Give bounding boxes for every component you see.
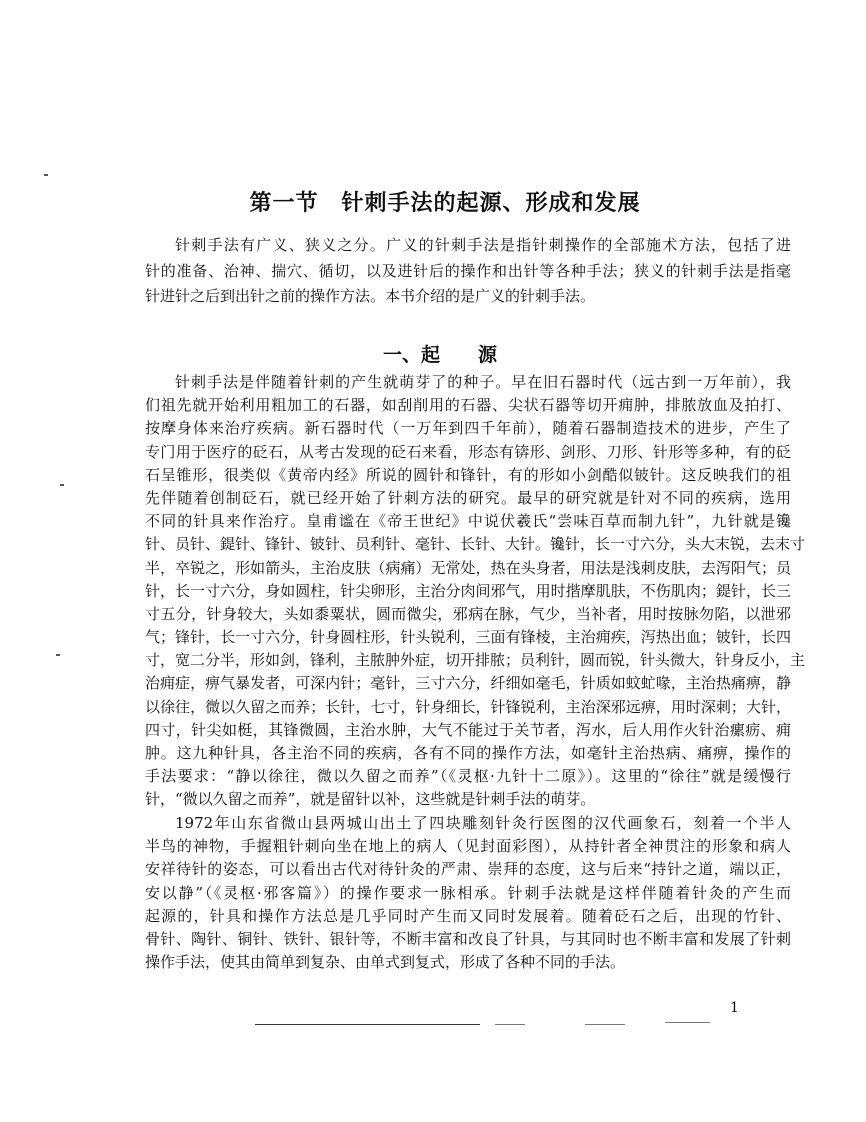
text-line: 针刺手法有广义、狭义之分。广义的针刺手法是指针刺操作的全部施术方法，包括了进 bbox=[175, 236, 791, 254]
text-line: 针，“微以久留之而养”，就是留针以补，这些就是针刺手法的萌芽。 bbox=[145, 790, 596, 809]
text-line: 骨针、陶针、铜针、铁针、银针等，不断丰富和改良了针具，与其同时也不断丰富和发展了针刺 bbox=[145, 929, 791, 948]
text-line: 针进针之后到出针之前的操作方法。本书介绍的是广义的针刺手法。 bbox=[145, 287, 596, 305]
scan-mark bbox=[44, 174, 48, 176]
text-line: 气；锋针，长一寸六分，针身圆柱形，针头锐利，三面有锋棱，主治痈疾，泻热出血；铍针，长四 bbox=[145, 628, 791, 647]
text-line: 1972年山东省微山县两城山出土了四块雕刻针灸行医图的汉代画象石，刻着一个半人 bbox=[175, 814, 791, 832]
text-line: 手法要求：“静以徐往，微以久留之而养”（《灵枢·九针十二原》）。这里的“徐往”就是缓慢行 bbox=[145, 767, 791, 786]
text-line: 肿。这九种针具，各主治不同的疾病，各有不同的操作方法，如毫针主治热病、痛痹，操作的 bbox=[145, 744, 791, 762]
text-line: 针、员针、鍉针、锋针、铍针、员利针、毫针、长针、大针。镵针，长一寸六分，头大末锐，去末寸 bbox=[145, 535, 806, 554]
intro-paragraph bbox=[145, 233, 791, 310]
text-line: 不同的针具来作治疗。皇甫谧在《帝王世纪》中说伏羲氏“尝味百草而制九针”，九针就是镵 bbox=[145, 512, 791, 531]
scan-mark bbox=[60, 484, 64, 486]
text-line: 先伴随着创制砭石，就已经开始了针刺方法的研究。最早的研究就是针对不同的疾病，选用 bbox=[145, 488, 791, 507]
subsection-heading: 一、起 源 bbox=[382, 344, 497, 366]
text-line: 治痈症，痹气暴发者，可深内针；毫针，三寸六分，纤细如毫毛，针质如蚊虻喙，主治热痛痹，静 bbox=[145, 674, 791, 693]
origin-paragraph-2 bbox=[145, 812, 791, 974]
bottom-rule bbox=[255, 1024, 480, 1025]
text-line: 半，卒锐之，形如箭头，主治皮肤（病痛）无常处，热在头身者，用法是浅刺皮肤，去泻阳气；员 bbox=[145, 558, 791, 577]
text-line: 四寸，针尖如梃，其锋微圆，主治水肿，大气不能过于关节者，泻水，后人用作火针治瘰疬、痈 bbox=[145, 720, 791, 739]
text-line: 以徐往，微以久留之而养；长针，七寸，针身细长，针锋锐利，主治深邪远痹，用时深刺；大针， bbox=[145, 697, 791, 716]
text-line: 半鸟的神物，手握粗针刺向坐在地上的病人（见封面彩图），从持针者全神贯注的形象和病人 bbox=[145, 837, 791, 856]
bottom-rule bbox=[665, 1022, 710, 1023]
text-line: 操作手法，使其由简单到复杂、由单式到复式，形成了各种不同的手法。 bbox=[145, 953, 626, 972]
text-line: 针的准备、治神、揣穴、循切，以及进针后的操作和出针等各种手法；狭义的针刺手法是指毫 bbox=[145, 261, 791, 280]
origin-paragraph-1 bbox=[145, 371, 806, 812]
text-line: 安以静”（《灵枢·邪客篇》）的操作要求一脉相承。针刺手法就是这样伴随着针灸的产生而 bbox=[145, 883, 791, 902]
text-line: 石呈锥形，很类似《黄帝内经》所说的圆针和锋针，有的形如小剑酷似铍针。这反映我们的祖 bbox=[145, 465, 791, 484]
section-title: 第一节 针刺手法的起源、形成和发展 bbox=[249, 191, 641, 216]
text-line: 针刺手法是伴随着针刺的产生就萌芽了的种子。早在旧石器时代（远古到一万年前），我 bbox=[175, 373, 791, 391]
text-line: 针，长一寸六分，身如圆柱，针尖卵形，主治分肉间邪气，用时揩摩肌肤，不伤肌肉；鍉针，长三 bbox=[145, 581, 791, 600]
text-line: 们祖先就开始利用粗加工的石器，如刮削用的石器、尖状石器等切开痈肿，排脓放血及拍打、 bbox=[145, 396, 791, 415]
text-line: 寸五分，针身较大，头如黍粟状，圆而微尖，邪病在脉，气少，当补者，用时按脉勿陷，以泄邪 bbox=[145, 604, 791, 623]
page-number: 1 bbox=[730, 1000, 739, 1016]
scan-mark bbox=[56, 654, 60, 656]
text-line: 按摩身体来治疗疾病。新石器时代（一万年到四千年前），随着石器制造技术的进步，产生了 bbox=[145, 419, 791, 438]
text-line: 寸，宽二分半，形如剑，锋利，主脓肿外症，切开排脓；员利针，圆而锐，针头微大，针身反小，主 bbox=[145, 651, 806, 670]
bottom-rule bbox=[585, 1024, 625, 1025]
text-line: 安祥待针的姿态，可以看出古代对待针灸的严肃、崇拜的态度，这与后来“持针之道，端以正， bbox=[145, 860, 791, 879]
text-line: 起源的，针具和操作方法总是几乎同时产生而又同时发展着。随着砭石之后，出现的竹针、 bbox=[145, 906, 791, 925]
bottom-rule bbox=[495, 1024, 525, 1025]
text-line: 专门用于医疗的砭石，从考古发现的砭石来看，形态有锛形、剑形、刀形、针形等多种，有的砭 bbox=[145, 442, 791, 461]
